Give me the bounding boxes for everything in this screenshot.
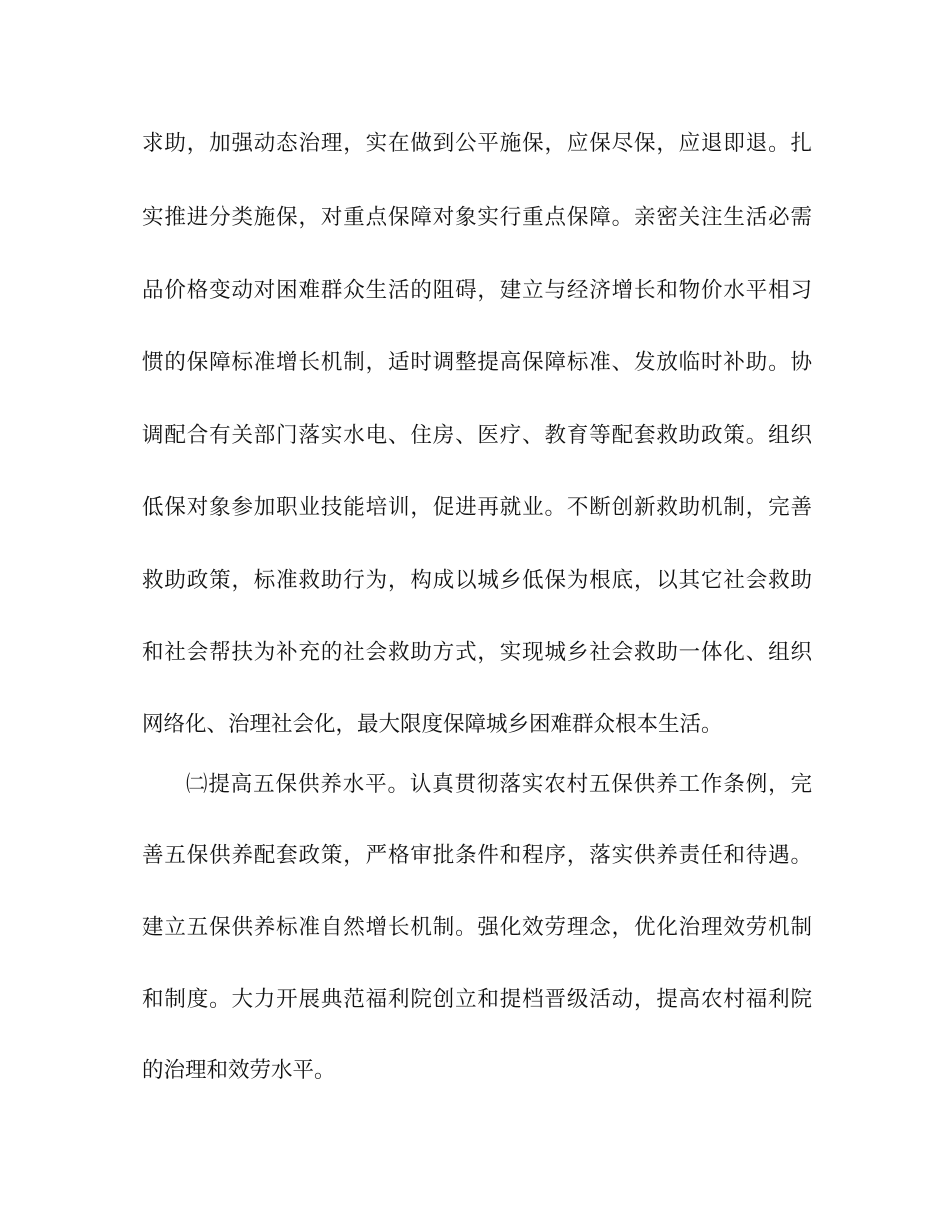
text-line-4: 惯的保障标准增长机制，适时调整提高保障标准、发放临时补助。协 bbox=[142, 350, 812, 375]
text-line-13: 和制度。大力开展典范福利院创立和提档晋级活动，提高农村福利院 bbox=[142, 987, 812, 1012]
text-line-9: 网络化、治理社会化，最大限度保障城乡困难群众根本生活。 bbox=[142, 712, 723, 737]
text-line-14: 的治理和效劳水平。 bbox=[142, 1058, 336, 1083]
text-line-2: 实推进分类施保，对重点保障对象实行重点保障。亲密关注生活必需 bbox=[142, 205, 812, 230]
text-line-12: 建立五保供养标准自然增长机制。强化效劳理念，优化治理效劳机制 bbox=[142, 915, 812, 940]
text-line-5: 调配合有关部门落实水电、住房、医疗、教育等配套救助政策。组织 bbox=[142, 423, 812, 448]
text-line-11: 善五保供养配套政策，严格审批条件和程序，落实供养责任和待遇。 bbox=[142, 843, 812, 868]
text-line-8: 和社会帮扶为补充的社会救助方式，实现城乡社会救助一体化、组织 bbox=[142, 640, 812, 665]
text-line-7: 救助政策，标准救助行为，构成以城乡低保为根底，以其它社会救助 bbox=[142, 568, 812, 593]
text-line-6: 低保对象参加职业技能培训，促进再就业。不断创新救助机制，完善 bbox=[142, 495, 812, 520]
text-line-1: 求助，加强动态治理，实在做到公平施保，应保尽保，应退即退。扎 bbox=[142, 131, 812, 156]
text-line-3: 品价格变动对困难群众生活的阻碍，建立与经济增长和物价水平相习 bbox=[142, 278, 812, 303]
text-line-10: ㈡提高五保供养水平。认真贯彻落实农村五保供养工作条例，完 bbox=[186, 772, 812, 797]
